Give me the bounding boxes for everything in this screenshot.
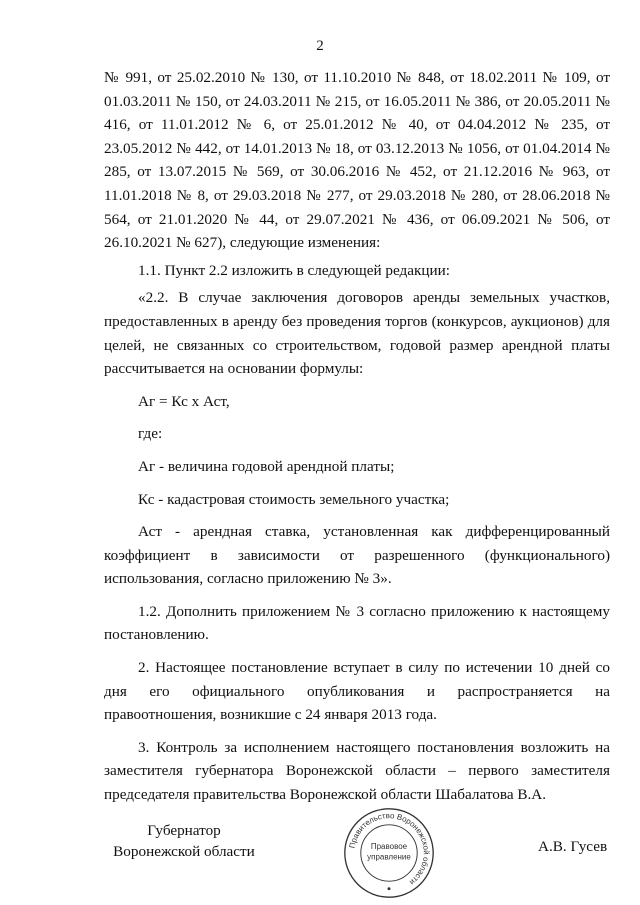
formula-term-ks: Кс - кадастровая стоимость земельного участка;: [138, 490, 450, 508]
paragraph-1-1: 1.1. Пункт 2.2 изложить в следующей редакции:: [138, 261, 451, 279]
seal-center-line2: управление: [367, 852, 411, 862]
page-number: 2: [316, 38, 324, 54]
signature-name: А.В. Гусев: [538, 838, 608, 855]
paragraph-3: 3. Контроль за исполнением настоящего постановления возложить на заместителя губернатора Воронежской области – первого заместителя председателя правительства Воронежской области Шабалатова В.А.: [104, 738, 610, 804]
signature-title: [104, 820, 264, 862]
paragraph-2-2-quote: «2.2. В случае заключения договоров аренды земельных участков, предоставленных в аренду без проведения торгов (конкурсов, аукционов) для целей, не связанных со строительством, годовой размер арендной платы рассчитывается на основании формулы:: [104, 289, 610, 378]
signature-title-line1: Губернатор: [147, 822, 221, 839]
seal-ring-text: Правительство Воронежской области: [347, 811, 431, 888]
seal-star-icon: [387, 887, 390, 890]
paragraph-2: 2. Настоящее постановление вступает в силу по истечении 10 дней со дня его официального опубликования и распространяется на правоотношения, возникшие с 24 января 2013 года.: [104, 659, 610, 724]
paragraph-1-2: 1.2. Дополнить приложением № 3 согласно приложению к настоящему постановлению.: [104, 602, 610, 644]
paragraph-amended-acts: № 991, от 25.02.2010 № 130, от 11.10.2010 № 848, от 18.02.2011 № 109, от 01.03.2011 № 150, от 24.03.2011 № 215, от 16.05.2011 № 386, от 20.05.2011 № 416, от 11.01.2012 № 6, от 25.01.2012 № 40, от 04.04.2012 № 235, от 23.05.2012 № 442, от 14.01.2013 № 18, от 03.12.2013 № 1056, от 01.04.2014 № 285, от 13.07.2015 № 569, от 30.06.2016 № 452, от 21.12.2016 № 963, от 11.01.2018 № 8, от 29.03.2018 № 277, от 29.03.2018 № 280, от 28.06.2018 № 564, от 21.01.2020 № 44, от 29.07.2021 № 436, от 06.09.2021 № 506, от 26.10.2021 № 627), следующие изменения:: [104, 69, 610, 252]
formula-where: где:: [138, 425, 163, 443]
formula: Аг = Кс х Аст,: [138, 392, 230, 410]
seal-center-line1: Правовое: [370, 842, 408, 852]
document-body: [104, 66, 610, 807]
signature-title-line2: Воронежской области: [113, 843, 255, 860]
formula-term-ast: Аст - арендная ставка, установленная как дифференцированный коэффициент в зависимости от разрешенного (функционального) использования, согласно приложению № 3».: [104, 523, 610, 588]
seal-stamp: [342, 806, 436, 900]
formula-term-ag: Аг - величина годовой арендной платы;: [138, 457, 395, 475]
